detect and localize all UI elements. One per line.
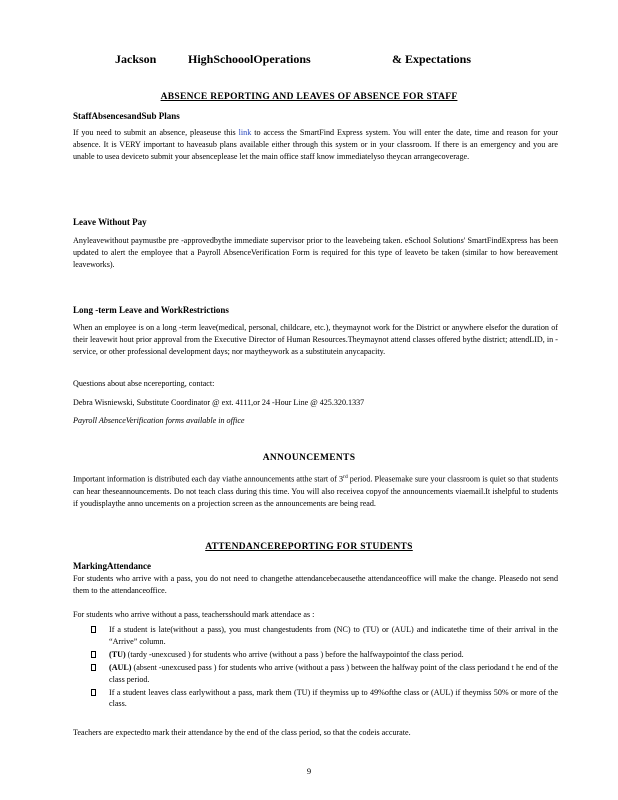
announcements-text-2: period. Pleasemake sure your classroom is quiet so that students can hear theseannouncements. Do not teach class during this time. You will also receivea copyof the announcements viaemail.It ishelpful to students if youdisplaythe anno uncements on a projection screen as the announcements are being read. — [73, 474, 558, 508]
long-term-leave-paragraph: When an employee is on a long -term leave(medical, personal, childcare, etc.), theymaynot work for the District or anywhere elsefor the duration of their leavewit hout prior approval from the Executive Director of Human Resources.Theymaynot attend classes offered bythe district; attendLID, in -service, or other professional development days; nor maytheywork as a substitutein anycapacity. — [73, 323, 558, 356]
list-item: (TU) (tardy -unexcused ) for students who arrive (without a pass ) before the halfwaypointof the class period. — [73, 649, 558, 661]
checkbox-bullet-icon — [91, 626, 96, 633]
list-item: If a student leaves class earlywithout a pass, mark them (TU) if theymiss up to 49%ofthe class or (AUL) if theymiss 50% or more of the class. — [73, 687, 558, 711]
closing-paragraph: Teachers are expectedto mark their attendance by the end of the class period, so that the codeis accurate. — [73, 728, 411, 737]
checkbox-bullet-icon — [91, 689, 96, 696]
marking-intro: For students who arrive without a pass, teachersshould mark attendace as : — [73, 610, 315, 619]
page-number: 9 — [306, 766, 312, 776]
staff-absences-paragraph — [73, 127, 558, 163]
ordinal-suffix: rd — [343, 474, 348, 480]
staff-absences-subheading: StaffAbsencesandSub Plans — [73, 111, 180, 121]
marking-attendance-paragraph: For students who arrive with a pass, you do not need to changethe attendancebecausethe attendanceoffice will make the change. Pleasedo not send them to the attendanceoffice. — [73, 574, 558, 595]
list-item: If a student is late(without a pass), you must changestudents from (NC) to (TU) or (AUL) and indicatethe time of their arrival in the “Arrive” column. — [73, 624, 558, 648]
marking-attendance-subheading: MarkingAttendance — [73, 561, 151, 571]
contact-line: Debra Wisniewski, Substitute Coordinator @ ext. 4111,or 24 -Hour Line @ 425.320.1337 — [73, 398, 365, 407]
announcements-heading: ANNOUNCEMENTS — [262, 453, 356, 463]
list-item: (AUL) (absent -unexcused pass ) for students who arrive (without a pass ) between the halfway point of the class periodand t he end of the class period. — [73, 662, 558, 686]
forms-note: Payroll AbsenceVerification forms available in office — [73, 416, 245, 425]
title-high-school-operations: HighSchooolOperations — [188, 52, 311, 66]
attendance-rules-list — [73, 624, 558, 711]
leave-without-pay-paragraph: Anyleavewithout paymustbe pre -approvedbythe immediate supervisor prior to the leavebeing taken. eSchool Solutions' SmartFindExpress has been updated to alert the employee that a Payroll AbsenceVerification Form is required for this type of leaveto be taken (similar to how bereavement leaveworks). — [73, 236, 558, 269]
title-expectations: & Expectations — [392, 52, 471, 66]
long-term-leave-subheading: Long -term Leave and WorkRestrictions — [73, 305, 229, 315]
title-jackson: Jackson — [115, 52, 157, 66]
leave-without-pay-subheading: Leave Without Pay — [73, 217, 147, 227]
attendance-section-heading: ATTENDANCEREPORTING FOR STUDENTS — [205, 542, 413, 552]
questions-line: Questions about abse ncereporting, contact: — [73, 379, 215, 388]
absence-section-heading: ABSENCE REPORTING AND LEAVES OF ABSENCE FOR STAFF — [160, 92, 458, 102]
checkbox-bullet-icon — [91, 651, 96, 658]
staff-absences-text-2: to access the SmartFind Express system. You will enter the date, time and reason for your absence. It is VERY important to haveasub plans available either through this system or in your classroom. If there is an emergency and you are unable to usea deviceto submit your absenceplease let the main office staff know immediatelyso theycan arrangecoverage. — [73, 128, 559, 161]
announcements-text-1: Important information is distributed each day viathe announcements atthe start of 3 — [73, 474, 344, 484]
announcements-paragraph — [73, 472, 558, 509]
smartfind-link[interactable]: link — [238, 128, 252, 137]
staff-absences-text-1: If you need to submit an absence, pleaseuse this — [73, 128, 236, 137]
checkbox-bullet-icon — [91, 664, 96, 671]
